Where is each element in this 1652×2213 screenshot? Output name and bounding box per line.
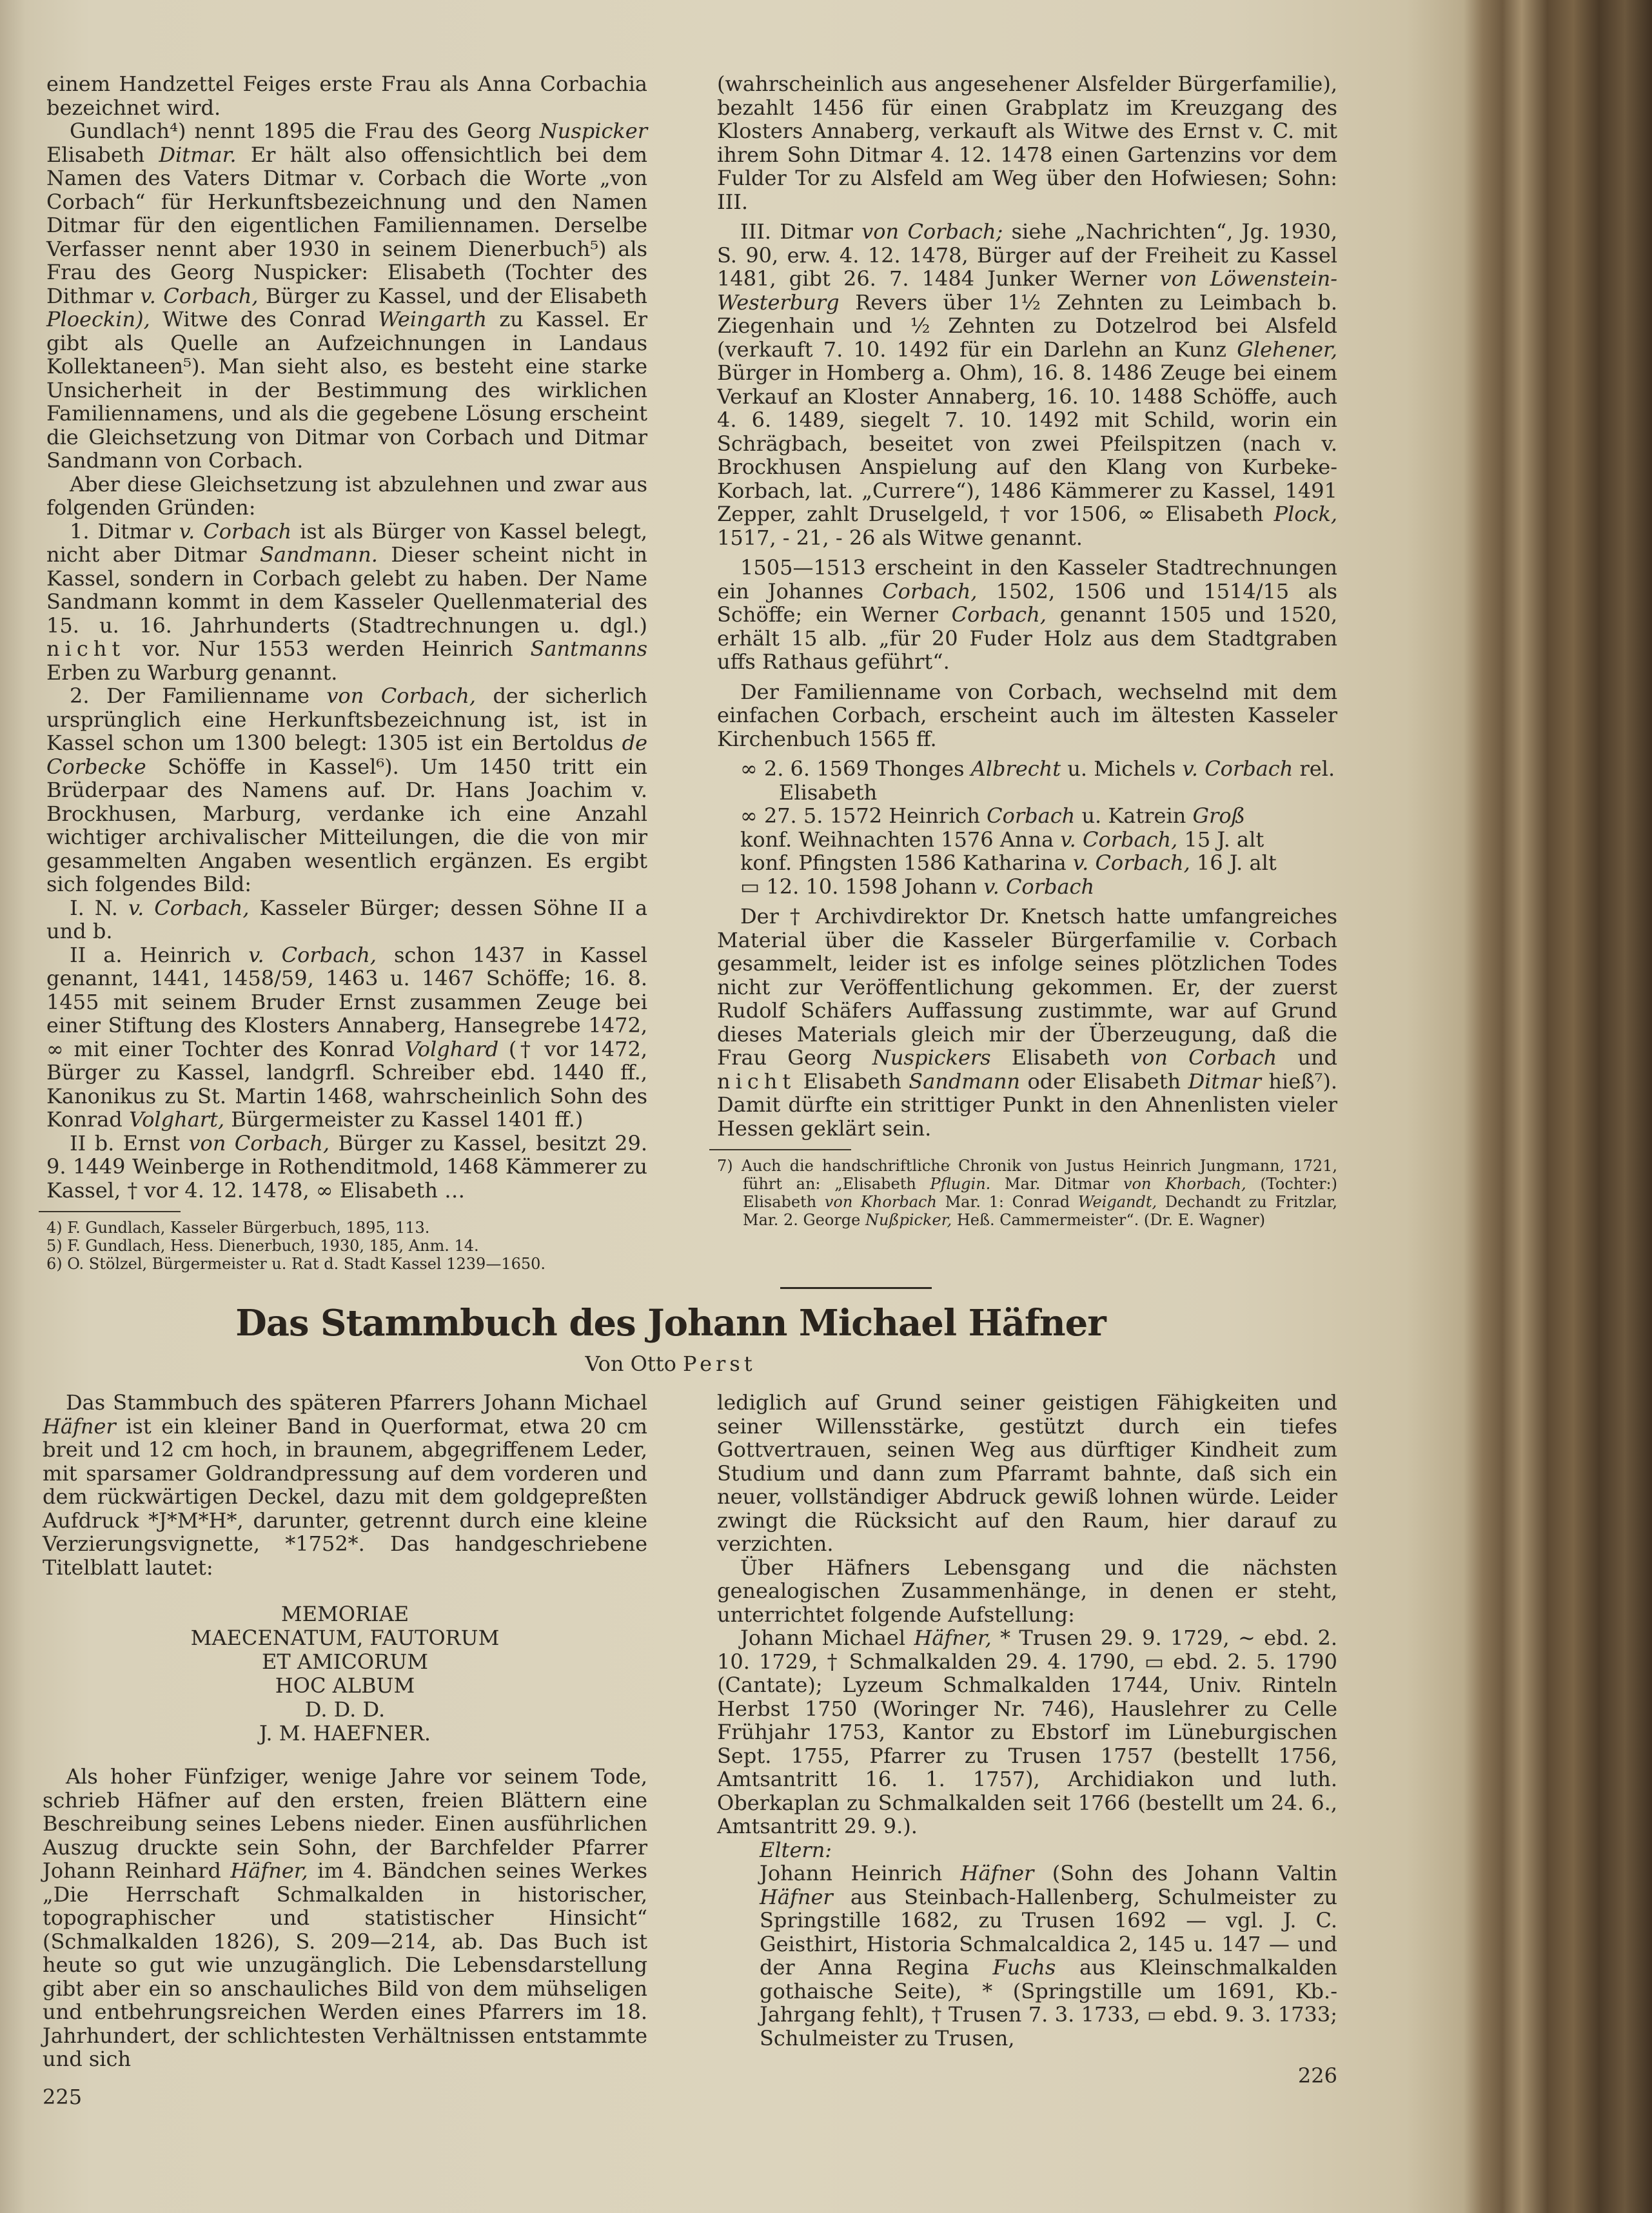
text-segment: 2. Der Familienname (70, 684, 327, 708)
italic-text: Corbach, (882, 578, 978, 604)
text-segment: ▭ 12. 10. 1598 Johann (740, 874, 984, 899)
italic-text: von Corbach; (861, 219, 1003, 244)
italic-text: Häfner, (914, 1626, 992, 1650)
text-segment: Als hoher Fünfziger, wenige Jahre vor seinem Tode, schrieb Häfner auf den ersten, freien Blättern eine Beschreibung seines Lebens nieder. Einen ausführlichen Auszug druckte sein Sohn, der Barchfelder Pfarrer Johann Reinhard (43, 1764, 647, 1883)
text-segment: * Trusen 29. 9. 1729, ∼ ebd. 2. 10. 1729, † Schmalkalden 29. 4. 1790, ▭ ebd. 2. 5. 1790 (Cantate); Lyzeum Schmalkalden 1744, Univ. Rinteln Herbst 1750 (Woringer Nr. 746), Hauslehrer zu Celle Frühjahr 1753, Kantor zu Ebstorf im Lüneburgischen Sept. 1755, Pfarrer zu Trusen 1757 (bestellt 1756, Amtsantritt 16. 1. 1757), Archidiakon und luth. Oberkaplan zu Schmalkalden seit 1766 (bestellt um 24. 6., Amtsantritt 29. 9.). (717, 1626, 1338, 1838)
paragraph (46, 520, 647, 685)
text-segment: Johann Heinrich (760, 1861, 961, 1885)
text-segment: Dieser scheint nicht in Kassel, sondern in Corbach gelebt zu haben. Der Name Sandmann kommt in dem Kasseler Quellenmaterial des 15. u. 16. Jahrhunderts (Stadtrechnungen u. dgl.) (46, 542, 648, 638)
paragraph (46, 943, 647, 1132)
italic-text: Ditmar (1188, 1068, 1261, 1094)
italic-text: Ploeckin), (46, 307, 150, 331)
text-segment: Dechandt zu Fritzlar, Mar. 2. George (743, 1193, 1337, 1229)
text-segment: 15 J. alt (1177, 827, 1264, 852)
text-segment: ∞ 2. 6. 1569 Thonges (740, 756, 971, 781)
page-number-left: 225 (43, 2084, 83, 2109)
page (0, 72, 1341, 2109)
text-segment: oder Elisabeth (1020, 1068, 1188, 1094)
text-segment: 16 J. alt (1190, 851, 1277, 875)
byline-author: Perst (683, 1352, 756, 1376)
paragraph (46, 684, 647, 896)
paragraph (717, 1626, 1337, 1838)
footnote: 4) F. Gundlach, Kasseler Bürgerbuch, 1895, 113. (46, 1219, 430, 1237)
text-segment: 1517, - 21, - 26 als Witwe genannt. (717, 525, 1083, 550)
text-segment: Elisabeth (46, 142, 159, 167)
text-segment: 1. Ditmar (70, 518, 179, 544)
italic-text: Volghard (404, 1036, 499, 1061)
article-left-column (43, 1391, 647, 2109)
text-segment: Witwe des Conrad (150, 307, 379, 331)
italic-text: Eltern: (760, 1837, 832, 1862)
italic-text: Albrecht (970, 756, 1061, 781)
paragraph (740, 757, 1337, 804)
paragraph (717, 1556, 1337, 1627)
title-page-line: ET AMICORUM (262, 1649, 428, 1674)
text-segment: Über Häfners Lebensgang und die nächsten genealogischen Zusammenhänge, in denen er steht, unterrichtet folgende Aufstellung: (717, 1555, 1337, 1627)
article-section (0, 1391, 1341, 2109)
italic-text: de Corbecke (46, 731, 647, 779)
paragraph (717, 1838, 1337, 1862)
footnotes-right (717, 1157, 1337, 1229)
text-segment: († vor 1472, Bürger zu Kassel, landgrfl. Schreiber ebd. 1440 ff., Kanonikus zu St. Martin 1468, wahrscheinlich Sohn des Konrad (46, 1036, 648, 1132)
text-segment: Der Familienname von Corbach, wechselnd mit dem einfachen Corbach, erscheint auch im ältesten Kasseler Kirchenbuch 1565 ff. (717, 679, 1337, 751)
text-segment: Elisabeth (990, 1045, 1131, 1070)
text-segment: Schöffe in Kassel⁶). Um 1450 tritt ein Brüderpaar des Namens auf. Dr. Hans Joachim v. Brockhusen, Marburg, verdanke ich eine Anzahl wichtiger archivalischer Mitteilungen, die die von mir gesammelten Angaben wesentlich ergänzen. Es ergibt sich folgendes Bild: (46, 754, 647, 896)
paragraph (46, 119, 647, 473)
italic-text: v. Corbach, (140, 283, 259, 308)
italic-text: v. Corbach, (1060, 827, 1178, 852)
footnote: 5) F. Gundlach, Hess. Dienerbuch, 1930, 185, Anm. 14. (46, 1237, 479, 1255)
text-segment: II b. Ernst (70, 1130, 189, 1156)
text-segment: einem Handzettel Feiges erste Frau als Anna Corbachia bezeichnet wird. (46, 72, 647, 120)
italic-text: v. Corbach, (128, 895, 250, 920)
paragraph (717, 1391, 1337, 1556)
article-title: Das Stammbuch des Johann Michael Häfner (235, 1302, 1106, 1344)
paragraph (740, 875, 1337, 899)
italic-text: Weigandt, (1077, 1193, 1157, 1211)
paragraph (43, 1391, 647, 1579)
text-segment: der sicherlich ursprünglich eine Herkunftsbezeichnung ist, ist in Kassel schon um 1300 belegt: 1305 ist ein Bertoldus (46, 684, 648, 755)
text-segment: Bürgermeister zu Kassel 1401 ff.) (224, 1107, 584, 1132)
text-segment: (Tochter:) Elisabeth (743, 1175, 1337, 1211)
text-segment: rel. Elisabeth (779, 756, 1335, 805)
text-segment: aus Steinbach-Hallenberg, Schulmeister zu Springstille 1682, zu Trusen 1692 — vgl. J. C. Geisthirt, Historia Schmalcaldica 2, 145 u. 147 — und der Anna Regina (760, 1884, 1337, 1980)
title-page-line: D. D. D. (304, 1697, 386, 1722)
text-segment: Das Stammbuch des späteren Pfarrers Johann Michael (66, 1390, 647, 1415)
spaced-text: nicht (46, 636, 126, 661)
italic-text: von Löwenstein-Westerburg (717, 266, 1338, 315)
italic-text: Nuspicker (539, 119, 647, 143)
italic-text: Santmanns (530, 636, 647, 661)
top-right-column-wrap (717, 72, 1337, 1229)
footnote: 6) O. Stölzel, Bürgermeister u. Rat d. Stadt Kassel 1239—1650. (46, 1255, 546, 1273)
article-byline (0, 1351, 1341, 1377)
title-page-line: MAECENATUM, FAUTORUM (190, 1626, 500, 1650)
article-right-body (717, 1391, 1337, 2050)
footnote-divider (709, 1149, 851, 1150)
footnotes-left (46, 1219, 647, 1273)
title-page-line: HOC ALBUM (275, 1673, 415, 1698)
text-segment: schon 1437 in Kassel genannt, 1441, 1458/59, 1463 u. 1467 Schöffe; 16. 8. 1455 mit seinem Bruder Ernst zusammen Zeuge bei einer Stiftung des Klosters Annaberg, Hansegrebe 1472, ∞ mit einer Tochter des Konrad (46, 942, 648, 1061)
text-segment: III. Ditmar (740, 219, 862, 244)
title-page-quote (43, 1602, 647, 1746)
paragraph (740, 804, 1337, 828)
italic-text: Glehener, (1237, 337, 1337, 362)
italic-text: von Corbach (1130, 1045, 1277, 1070)
text-segment: hieß⁷). Damit dürfte ein strittiger Punkt in den Ahnenlisten vieler Hessen geklärt sein. (717, 1068, 1338, 1141)
italic-text: Volghart, (128, 1107, 225, 1132)
italic-text: von Corbach, (188, 1130, 330, 1156)
text-segment: Gundlach⁴) nennt 1895 die Frau des Georg (70, 119, 540, 143)
paragraph (46, 1132, 647, 1203)
italic-text: v. Corbach (983, 874, 1095, 899)
paragraph (717, 1862, 1337, 2050)
italic-text: v. Corbach (1182, 756, 1293, 781)
text-segment: konf. Pfingsten 1586 Katharina (740, 851, 1073, 875)
italic-text: von Khorbach (824, 1193, 937, 1211)
paragraph (717, 905, 1337, 1140)
paragraph (46, 896, 647, 943)
text-segment: (Sohn des Johann Valtin (1034, 1861, 1338, 1885)
text-segment: Revers über 1½ Zehnten zu Leimbach b. Ziegenhain und ½ Zehnten zu Dotzelrod bei Alsfeld (verkauft 7. 10. 1492 für ein Darlehn an Kunz (717, 290, 1337, 362)
text-segment: Heß. Cammermeister“. (Dr. E. Wagner) (952, 1211, 1266, 1229)
top-right-column (717, 72, 1337, 1140)
paragraph (717, 680, 1337, 751)
italic-text: Häfner (960, 1861, 1034, 1885)
paragraph (717, 556, 1337, 674)
spaced-text: nicht (717, 1068, 796, 1094)
section-divider (780, 1287, 932, 1289)
italic-text: von Corbach, (326, 684, 477, 708)
top-left-column-wrap (46, 72, 647, 1273)
italic-text: Sandmann (909, 1068, 1021, 1094)
text-segment: Mar. 1: Conrad (936, 1193, 1078, 1211)
italic-text: Corbach, (951, 602, 1047, 627)
text-segment: Erben zu Warburg genannt. (46, 660, 338, 685)
footnote (717, 1157, 1337, 1229)
italic-text: Häfner (760, 1884, 833, 1909)
text-segment: Bürger in Homberg a. Ohm), 16. 8. 1486 Zeuge bei einem Verkauf an Kloster Annaberg, 16. 10. 1488 Schöffe, auch 4. 6. 1489, siegelt 7. 10. 1492 mit Schild, worin ein Schrägbach, beseitet von zwei Pfeilspitzen (nach v. Brockhusen Anspielung auf den Klang von Kurbeke-Korbach, lat. „Currere“), 1486 Kämmerer zu Kassel, 1491 Zepper, zahlt Druselgeld, † vor 1506, ∞ Elisabeth (717, 360, 1337, 526)
text-segment: lediglich auf Grund seiner geistigen Fähigkeiten und seiner Willensstärke, gestützt durch ein tiefes Gottvertrauen, seinen Weg aus dürftiger Kindheit zum Studium und dann zum Pfarramt bahnte, daß sich ein neuer, vollständiger Abdruck gewiß lohnen würde. Leider zwingt die Rücksicht auf den Raum, hier darauf zu verzichten. (717, 1390, 1337, 1556)
italic-text: Groß (1192, 803, 1245, 828)
italic-text: Weingarth (378, 307, 487, 331)
text-segment: ist ein kleiner Band in Querformat, etwa 20 cm breit und 12 cm hoch, in braunem, abgegriffenem Leder, mit sparsamer Goldrandpressung auf dem vorderen und dem rückwärtigen Deckel, dazu mit dem goldgepreßten Aufdruck *J*M*H*, darunter, getrennt durch eine kleine Verzierungsvignette, *1752*. Das handgeschriebene Titelblatt lautet: (43, 1413, 647, 1580)
italic-text: Plock, (1273, 502, 1337, 526)
paragraph (46, 473, 647, 520)
byline-prefix: Von Otto (585, 1352, 676, 1376)
text-segment: vor. Nur 1553 werden Heinrich (125, 636, 531, 661)
text-segment: 1505—1513 erscheint in den Kasseler Stadtrechnungen ein Johannes (717, 555, 1337, 604)
italic-text: Fuchs (992, 1955, 1056, 1980)
italic-text: v. Corbach, (1072, 851, 1190, 875)
article-right-column (717, 1391, 1337, 2087)
italic-text: v. Corbach (179, 518, 292, 544)
text-segment: genannt 1505 und 1520, erhält 15 alb. „für 20 Fuder Holz aus dem Stadtgraben uffs Rathaus geführt“. (717, 602, 1338, 674)
text-segment: ∞ 27. 5. 1572 Heinrich (740, 803, 987, 828)
text-segment: siehe „Nachrichten“, Jg. 1930, S. 90, erw. 4. 12. 1478, Bürger auf der Freiheit zu Kassel 1481, gibt 26. 7. 1484 Junker Werner (717, 219, 1338, 291)
italic-text: von Khorbach, (1123, 1175, 1246, 1193)
text-segment: Johann Michael (740, 1626, 914, 1650)
italic-text: Nuspickers (872, 1045, 991, 1070)
text-segment: Aber diese Gleichsetzung ist abzulehnen und zwar aus folgenden Gründen: (46, 471, 647, 520)
italic-text: Corbach (987, 803, 1076, 828)
text-segment: konf. Weihnachten 1576 Anna (740, 827, 1061, 852)
text-segment: im 4. Bändchen seines Werkes „Die Herrschaft Schmalkalden in historischer, topographischer und statistischer Hinsicht“ (Schmalkalden 1826), S. 209—214, ab. Das Buch ist heute so gut wie unzugänglich. Die Lebensdarstellung gibt aber ein so anschauliches Bild von dem mühseligen und entbehrungsreichen Werden eines Pfarrers im 18. Jahrhundert, der schlichtesten Verhältnissen entstammte und sich (43, 1858, 648, 2071)
text-segment: Mar. Ditmar (990, 1175, 1123, 1193)
footnote-divider (39, 1211, 181, 1212)
text-segment: Bürger zu Kassel, und der Elisabeth (258, 283, 648, 308)
article-left-body (43, 1765, 647, 2071)
text-segment: zu Kassel. Er gibt als Quelle an Aufzeichnungen in Landaus Kollektaneen⁵). Man sieht also, es besteht eine starke Unsicherheit in der Bestimmung des wirklichen Familiennamens, und als die gegebene Lösung erscheint die Gleichsetzung von Ditmar von Corbach und Ditmar Sandmann von Corbach. (46, 307, 648, 473)
paragraph (740, 828, 1337, 852)
text-segment: ist als Bürger von Kassel belegt, nicht aber Ditmar (46, 518, 648, 567)
italic-text: Häfner, (230, 1858, 308, 1883)
text-segment: Bürger zu Kassel, besitzt 29. 9. 1449 Weinberge in Rothenditmold, 1468 Kämmerer zu Kassel, † vor 4. 12. 1478, ∞ Elisabeth … (46, 1130, 648, 1203)
paragraph (43, 1765, 647, 2071)
text-segment: u. Katrein (1075, 803, 1193, 828)
italic-text: Pflugin. (930, 1175, 991, 1193)
italic-text: Häfner (43, 1413, 116, 1439)
text-segment: aus Kleinschmalkalden gothaische Seite), * (Springstille um 1691, Kb.-Jahrgang fehlt), † Trusen 7. 3. 1733, ▭ ebd. 9. 3. 1733; Schulmeister zu Trusen, (760, 1955, 1338, 2051)
paragraph (46, 72, 647, 119)
italic-text: Ditmar. (159, 142, 237, 167)
text-segment: Der † Archivdirektor Dr. Knetsch hatte umfangreiches Material über die Kasseler Bürgerfamilie v. Corbach gesammelt, leider ist es infolge seines plötzlichen Todes nicht zur Veröffentlichung gekommen. Er, der zuerst Rudolf Schäfers Auffassung zustimmte, war auf Grund dieses Materials gleich mir der Überzeugung, daß die Frau Georg (717, 904, 1337, 1070)
top-section (0, 72, 1341, 1273)
text-segment: I. N. (70, 895, 128, 920)
top-left-column (46, 72, 647, 1202)
text-segment: und (1277, 1045, 1338, 1070)
paragraph (717, 220, 1337, 549)
article-left-intro (43, 1391, 647, 1579)
title-page-line: J. M. HAEFNER. (259, 1721, 431, 1746)
text-segment: Er hält also offensichtlich bei dem Namen des Vaters Ditmar v. Corbach die Worte „von Corbach“ für Herkunftsbezeichnung und den Namen Ditmar für den eigentlichen Familiennamen. Derselbe Verfasser nennt aber 1930 in seinem Dienerbuch⁵) als Frau des Georg Nuspicker: Elisabeth (Tochter des Dithmar (46, 142, 647, 308)
text-segment: 7) Auch die handschriftliche Chronik von Justus Heinrich Jungmann, 1721, führt an: „Elisabeth (717, 1157, 1337, 1193)
italic-text: v. Corbach, (248, 942, 377, 967)
text-segment: 1502, 1506 und 1514/15 als Schöffe; ein Werner (717, 578, 1338, 627)
title-page-line: MEMORIAE (280, 1602, 409, 1626)
text-segment: Kasseler Bürger; dessen Söhne II a und b. (46, 895, 648, 943)
text-segment: (wahrscheinlich aus angesehener Alsfelder Bürgerfamilie), bezahlt 1456 für einen Grabplatz im Kreuzgang des Klosters Annaberg, verkauft als Witwe des Ernst v. C. mit ihrem Sohn Ditmar 4. 12. 1478 einen Gartenzins vor dem Fulder Tor zu Alsfeld am Weg über den Hofwiesen; Sohn: III. (717, 72, 1337, 214)
page-number-right: 226 (1297, 2063, 1337, 2088)
italic-text: Sandmann. (259, 542, 378, 567)
text-segment: u. Michels (1061, 756, 1183, 781)
italic-text: Nußpicker, (865, 1211, 952, 1229)
text-segment: II a. Heinrich (70, 942, 249, 967)
paragraph (740, 851, 1337, 875)
text-segment: Elisabeth (796, 1068, 909, 1094)
paragraph (717, 72, 1337, 213)
